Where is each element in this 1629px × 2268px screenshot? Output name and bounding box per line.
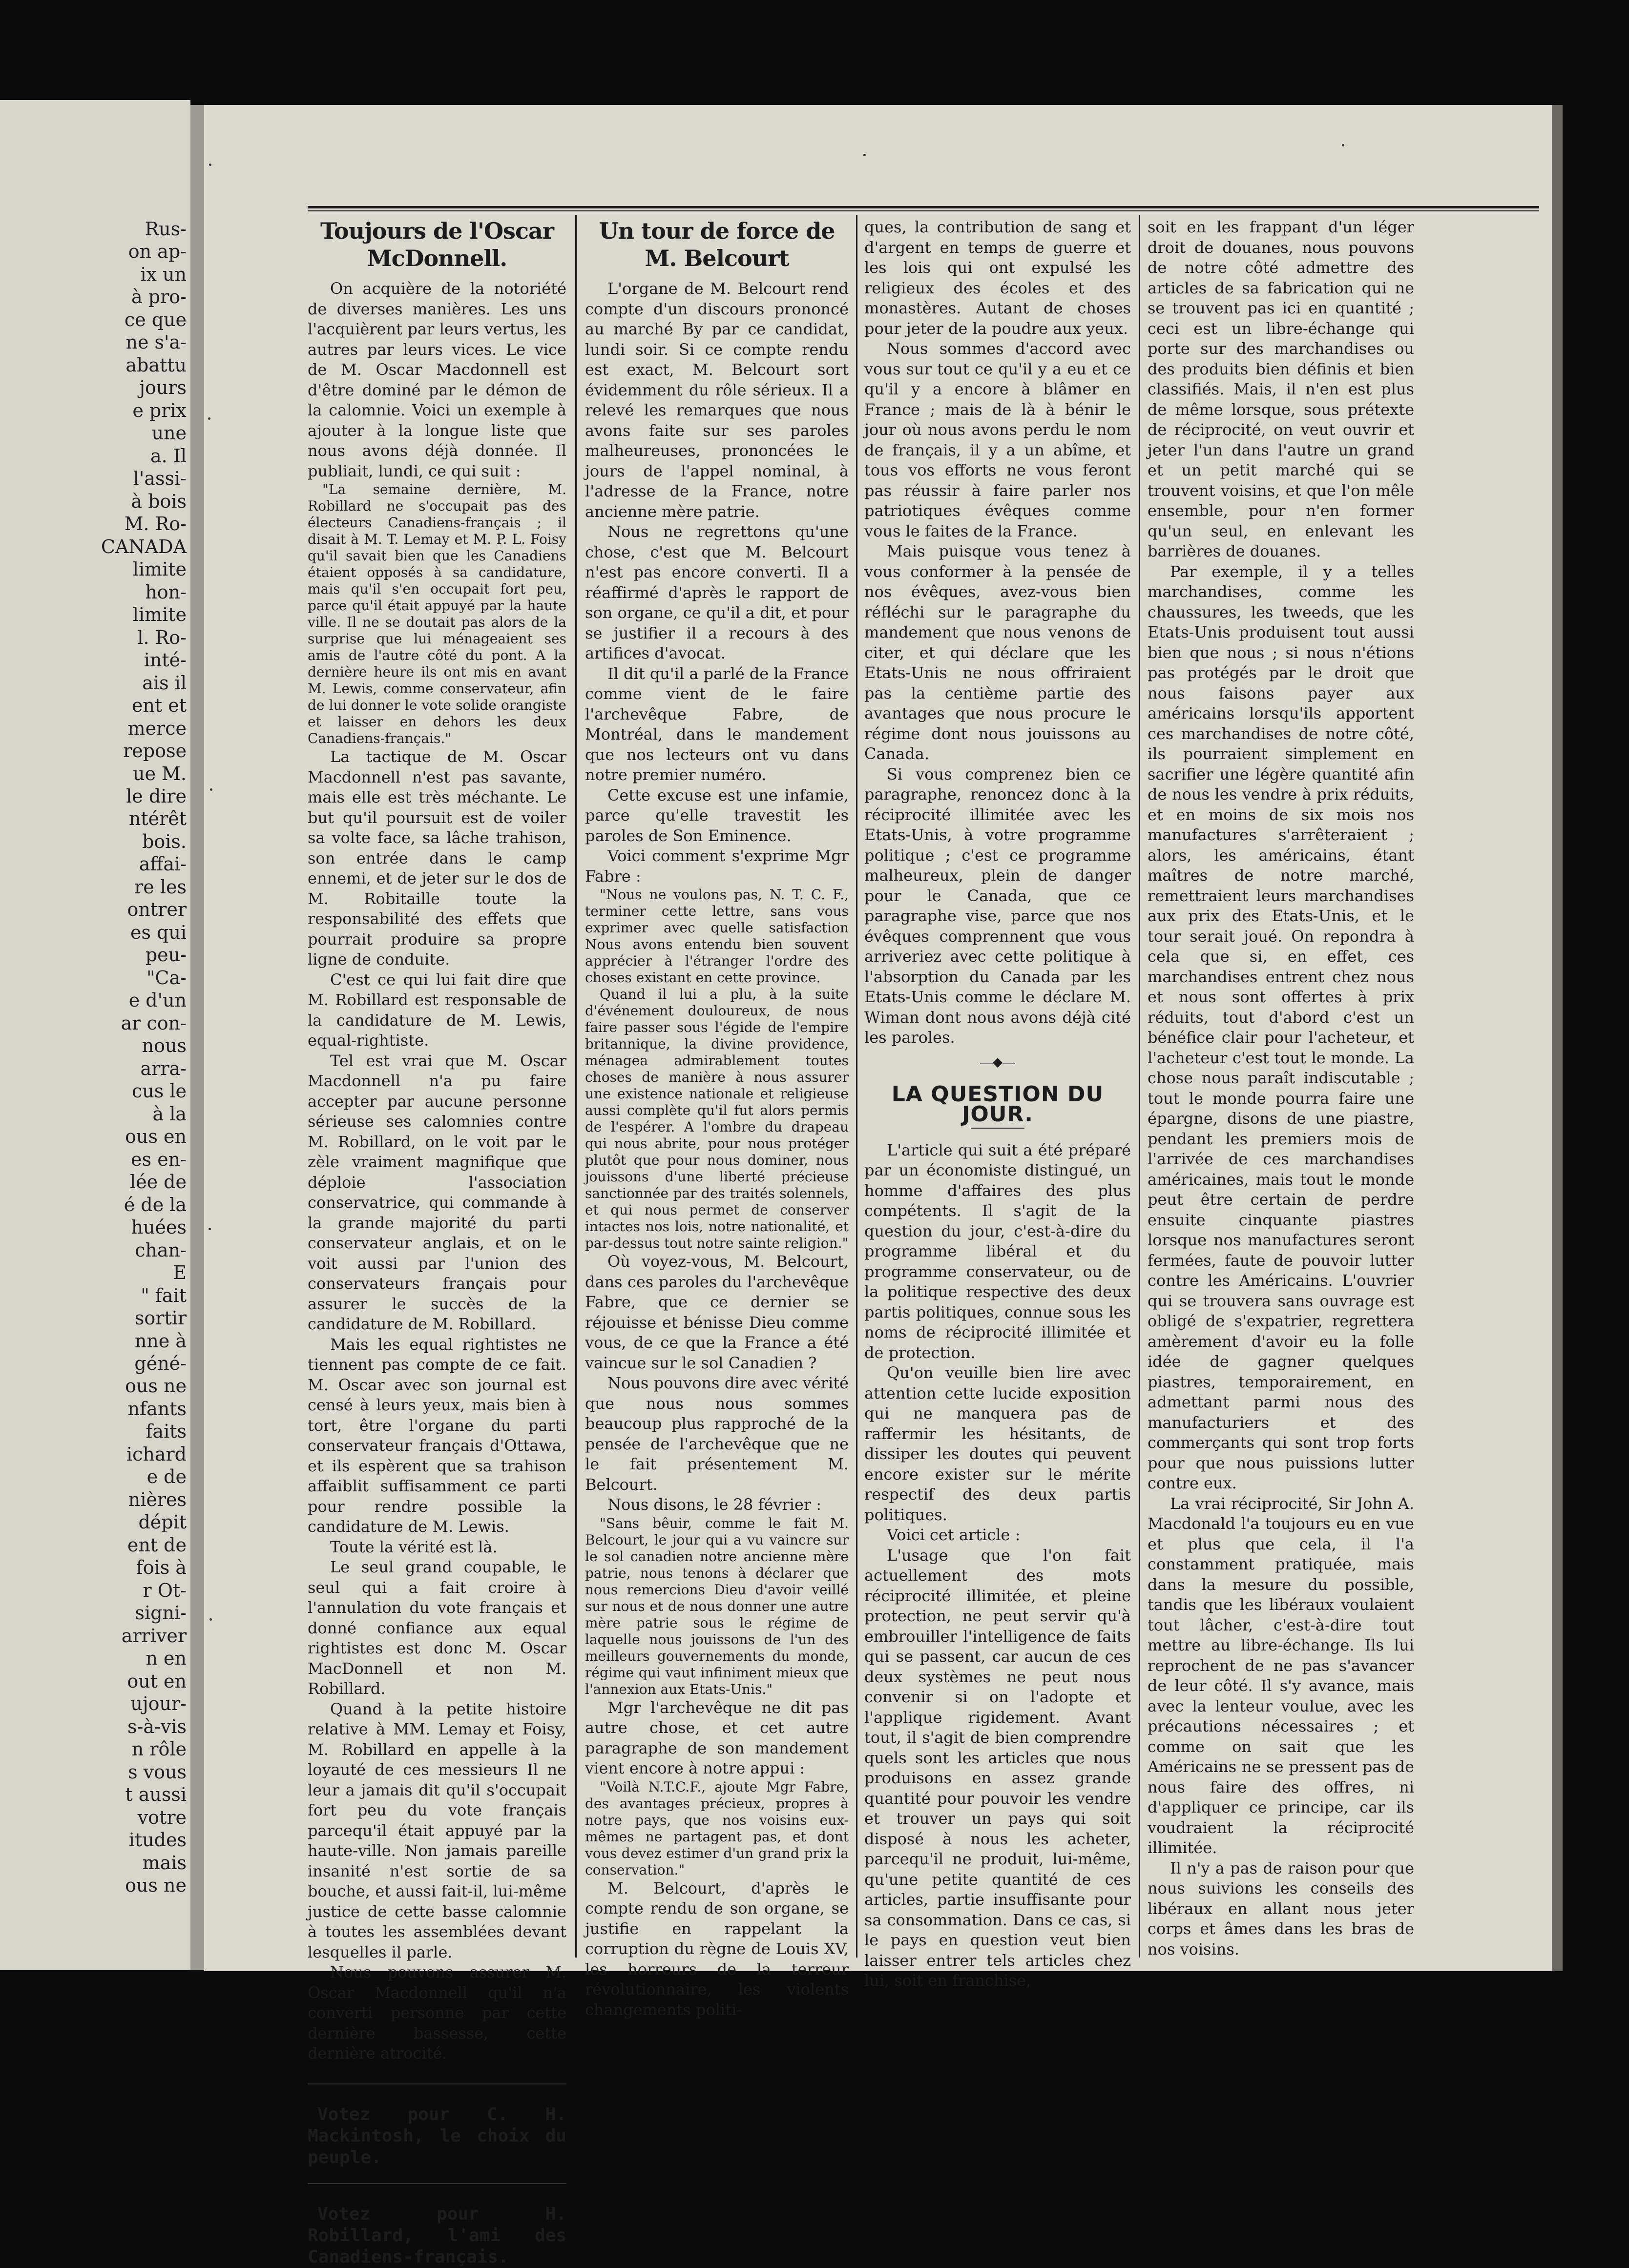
- fragment-text: une: [151, 422, 187, 444]
- paragraph: L'organe de M. Belcourt rend compte d'un discours prononcé au marché By par ce candidat, lundi soir. Si ce compte rendu est exact, M. Belcourt sort évidemment du rôle sérieux. Il a relevé les remarques que nous avons faite sur ses paroles malheureuses, prononcées le jours de l'appel nominal, à l'adresse de la France, notre ancienne mère patrie.: [585, 279, 849, 521]
- fragment-text: mais: [142, 1852, 187, 1874]
- column-rule: [575, 215, 577, 1958]
- top-rule-thin: [308, 210, 1539, 211]
- heading-underline: [971, 1128, 1024, 1129]
- fragment-text: nfants: [127, 1398, 187, 1420]
- fragment-text: ne s'a-: [125, 331, 187, 353]
- fragment-text: signi-: [135, 1602, 187, 1624]
- fragment-text: re les: [134, 876, 187, 898]
- paragraph: L'article qui suit a été préparé par un économiste distingué, un homme d'affaires des plus compétents. Il s'agit de la question du jour, c'est-à-dire du programme libéral et du programme conservateur, ou de la politique respective des deux partis politiques, connue sous les noms de réciprocité illimitée et de protection.: [864, 1140, 1131, 1362]
- fragment-text: peu-: [145, 944, 187, 966]
- paragraph: Il dit qu'il a parlé de la France comme vient de le faire l'archevêque Fabre, de Montréal, dans le mandement que nos lecteurs ont vu dans notre premier numéro.: [585, 664, 849, 784]
- fragment-text: le dire: [126, 785, 187, 807]
- paragraph: Quand à la petite histoire relative à MM. Lemay et Foisy, M. Robillard en appelle à la loyauté de ces messieurs Il ne leur a jamais dit qu'il s'occupait fort peu du vote français parcequ'il était appuyé par la haute-ville. Non jamais pareille insanité n'est sortie de sa bouche, et aussi fait-il, lui-même justice de cette basse calomnie à toutes les assemblées devant lesquelles il parle.: [308, 1699, 566, 1961]
- fragment-text: géné-: [134, 1353, 187, 1374]
- ornament-divider: ⎯⎯◆⎯⎯: [980, 1054, 1015, 1070]
- speck: [208, 417, 210, 420]
- fragment-text: t aussi: [125, 1784, 187, 1806]
- separator: [308, 2083, 566, 2084]
- fragment-text: cus le: [132, 1080, 187, 1102]
- campaign-notice: Votez pour C. H. Mackintosh, le choix du peuple.: [308, 2104, 566, 2167]
- fragment-text: e prix: [132, 399, 187, 421]
- paragraph: L'usage que l'on fait actuellement des mots réciprocité illimitée, et pleine protection, ne peut servir qu'à embrouiller l'intelligence de faits qui se passent, car aucun de ces deux systèmes ne peut nous convenir si on l'adopte et l'applique rigidement. Avant tout, il s'agit de bien comprendre quels sont les articles que nous produisons en assez grande quantité pour pouvoir les vendre et trouver un pays qui soit disposé à nous les acheter, parcequ'il ne produit, lui-même, qu'une petite quantité de ces articles, partie insuffisante pour sa consommation. Dans ce cas, si le pays en question veut bien laisser entrer tels articles chez lui, soit en franchise,: [864, 1546, 1131, 1990]
- paragraph: C'est ce qui lui fait dire que M. Robillard est responsable de la candidature de M. Lewis, equal-rightiste.: [308, 970, 566, 1050]
- fragment-text: itudes: [128, 1829, 187, 1851]
- paragraph: Si vous comprenez bien ce paragraphe, renoncez donc à la réciprocité illimitée avec les Etats-Unis, à votre programme politique ; c'est ce programme malheureux, plein de danger pour le Canada, que ce paragraphe vise, parce que nos évêques comprennent que vous arriveriez avec cette politique à l'absorption du Canada par les Etats-Unis comme le déclare M. Wiman dont nous avons déjà cité les paroles.: [864, 764, 1131, 1047]
- fragment-text: à pro-: [131, 286, 187, 308]
- speck: [209, 1228, 211, 1230]
- fragment-text: nous: [142, 1035, 187, 1057]
- fragment-text: ix un: [140, 263, 187, 285]
- quote-paragraph: Quand il lui a plu, à la suite d'événement douloureux, de nous faire passer sous l'égide de l'empire britannique, la divine providence, ménagea admirablement toutes choses de manière à nous assurer une existence nationale et religieuse aussi complète qu'il fut alors permis de l'espérer. A l'ombre du drapeau qui nous abrite, pour nous protéger plutôt que pour nous dominer, nous jouissons d'une liberté précieuse sanctionnée par des traités solennels, et qui nous permet de conserver intactes nos lois, notre nationalité, et par-dessus tout notre sainte religion.": [585, 986, 849, 1251]
- fragment-text: lée de: [129, 1171, 187, 1193]
- article-title: Toujours de l'Oscar McDonnell.: [320, 218, 554, 271]
- paragraph: Voici comment s'exprime Mgr Fabre :: [585, 846, 849, 886]
- fragment-text: ontrer: [127, 899, 187, 921]
- fragment-text: sortir: [134, 1307, 187, 1329]
- fragment-text: ntérêt: [128, 808, 187, 830]
- fragment-text: faits: [146, 1421, 187, 1443]
- fragment-text: ichard: [126, 1443, 187, 1465]
- newspaper-page: [204, 105, 1552, 2267]
- fragment-text: arriver: [121, 1625, 187, 1647]
- page-gutter: [190, 105, 205, 1970]
- paragraph: Nous pouvons dire avec vérité que nous nous sommes beaucoup plus rapproché de la pensée de l'archevêque que ne le fait présentement M. Belcourt.: [585, 1374, 849, 1494]
- previous-page-fragment: [0, 100, 190, 1970]
- paragraph: Mais puisque vous tenez à vous conformer à la pensée de nos évêques, avez-vous bien réfléchi sur le paragraphe du mandement que nous venons de citer, et qui déclare que les Etats-Unis ne nous offriraient pas la centième partie des avantages que nous procure le régime dont nous jouissons au Canada.: [864, 542, 1131, 763]
- paragraph: soit en les frappant d'un léger droit de douanes, nous pouvons de notre côté admettre des articles de sa fabrication qui ne se trouvent pas ici en quantité ; ceci est un libre-échange qui porte sur des marchandises ou des produits bien définis et bien classifiés. Mais, il n'en est plus de même lorsque, sous prétexte de réciprocité, on veut ouvrir et jeter l'un dans l'autre un grand et un petit marché qui se trouvent voisins, et que l'on mêle ensemble, pour n'en former qu'un seul, en enlevant les barrières de douanes.: [1148, 218, 1414, 560]
- paragraph: Par exemple, il y a telles marchandises, comme les chaussures, les tweeds, que les Etats-Unis produisent tout aussi bien que nous ; si nous n'étions pas protégés par le droit que nous faisons payer aux américains lorsqu'ils apportent ces marchandises de notre côté, ils pourraient simplement en sacrifier une légère quantité afin de nous les vendre à prix réduits, et en moins de six mois nos manufactures s'arrêteraient ; alors, les américains, étant maîtres de notre marché, remettraient leurs marchandises aux prix des Etats-Unis, et le tour serait joué. On repondra à cela que si, en effet, ces marchandises entrent chez nous et nous sont offertes à prix réduits, tout d'abord c'est un bénéfice clair pour l'acheteur, et l'acheteur c'est tout le monde. La chose nous paraît indiscutable ; tout le monde pourra faire une épargne, disons de une piastre, pendant les premiers mois de l'arrivée de ces marchandises américaines, mais tout le monde peut être certain de perdre ensuite cinquante piastres lorsque nos manufactures seront fermées, faute de pouvoir lutter contre les Américains. L'ouvrier qui se trouvera sans ouvrage est obligé de s'expatrier, regrettera amèrement d'avoir eu la folle idée de gagner quelques piastres, temporairement, en admettant parmi nous des manufacturiers et des commerçants qui sont trop forts pour que nous puissions lutter contre eux.: [1148, 562, 1414, 1492]
- fragment-text: on ap-: [128, 241, 187, 263]
- paragraph: Nous sommes d'accord avec vous sur tout ce qu'il y a eu et ce qu'il y a encore à blâmer en France ; mais de là à bénir le jour où nous avons perdu le nom de français, il y a un abîme, et tous vos efforts ne vous feront pas réussir à faire parler nos patriotiques évêques comme vous le faites de la France.: [864, 339, 1131, 540]
- fragment-text: r Ot-: [143, 1579, 187, 1601]
- fragment-text: ce que: [124, 309, 187, 330]
- fragment-text: a. Il: [150, 445, 187, 467]
- paragraph: Il n'y a pas de raison pour que nous suivions les conseils des libéraux en allant nous jeter corps et âmes dans les bras de nos voisins.: [1148, 1858, 1414, 1959]
- paragraph: Mgr l'archevêque ne dit pas autre chose, et cet autre paragraphe de son mandement vient encore à notre appui :: [585, 1698, 849, 1777]
- fragment-text: ent et: [131, 695, 187, 717]
- fragment-text: à bois: [131, 490, 187, 512]
- fragment-text: repose: [123, 740, 187, 762]
- fragment-text: n en: [146, 1648, 187, 1670]
- fragment-text: ous ne: [125, 1875, 187, 1897]
- article-title: Un tour de force de M. Belcourt: [599, 218, 835, 271]
- fragment-text: "Ca-: [146, 967, 187, 989]
- top-rule: [308, 206, 1539, 208]
- column-3: [864, 217, 1131, 1990]
- fragment-text: e de: [146, 1466, 187, 1488]
- paragraph: Nous ne regrettons qu'une chose, c'est que M. Belcourt n'est pas encore converti. Il a réaffirmé d'après le rapport de son organe, ce qu'il a dit, et pour se justifier il a recours à des artifices d'avocat.: [585, 522, 849, 662]
- paragraph: Qu'on veuille bien lire avec attention cette lucide exposition qui ne manquera pas de raffermir les hésitants, de dissiper les doutes qui peuvent encore exister sur le mérite respectif des deux partis politiques.: [864, 1363, 1131, 1524]
- fragment-text: out en: [127, 1670, 187, 1692]
- fragment-text: Rus-: [145, 218, 187, 240]
- column-4: [1148, 217, 1414, 1959]
- fragment-text: CANADA: [101, 536, 187, 557]
- fragment-text: chan-: [135, 1239, 187, 1261]
- paragraph: Le seul grand coupable, le seul qui a fait croire à l'annulation du vote français et donné confiance aux equal rightistes est donc M. Oscar MacDonnell et non M. Robillard.: [308, 1558, 566, 1698]
- fragment-text: ent de: [127, 1534, 187, 1556]
- fragment-text: nières: [128, 1488, 187, 1510]
- paragraph: Voici cet article :: [887, 1526, 1021, 1544]
- fragment-text: s vous: [128, 1761, 187, 1783]
- paragraph: La tactique de M. Oscar Macdonnell n'est pas savante, mais elle est très méchante. Le but qu'il poursuit est de voiler sa volte face, sa lâche trahison, son entrée dans le camp ennemi, et de jeter sur le dos de M. Robitaille toute la responsabilité des effets que pourrait produire sa propre ligne de conduite.: [308, 747, 566, 969]
- fragment-text: M. Ro-: [124, 513, 187, 535]
- fragment-text: ous ne: [125, 1375, 187, 1397]
- fragment-text: votre: [137, 1806, 187, 1828]
- speck: [209, 1618, 212, 1621]
- separator: [308, 2183, 566, 2184]
- page-edge-shadow: [1552, 105, 1563, 1971]
- fragment-text: hon-: [145, 581, 187, 603]
- column-rule: [1139, 215, 1140, 1958]
- fragment-text: inté-: [144, 649, 187, 671]
- fragment-text: merce: [127, 717, 187, 739]
- fragment-text: ous en: [125, 1126, 187, 1148]
- fragment-text: " fait: [141, 1284, 187, 1306]
- fragment-text: es qui: [130, 921, 187, 943]
- paragraph: Tel est vrai que M. Oscar Macdonnell n'a pu faire accepter par aucune personne sérieuse ses calomnies contre M. Robillard, on le voit par le zèle vraiment magnifique que déploie l'association conservatrice, qui commande à la grande majorité du parti conservateur anglais, et on le voit aussi par l'union des conservateurs français pour assurer le succès de la candidature de M. Robillard.: [308, 1051, 566, 1333]
- fragment-text: ue M.: [132, 763, 187, 784]
- paragraph: M. Belcourt, d'après le compte rendu de son organe, se justifie en rappelant la corruption du règne de Louis XV, les horreurs de la terreur révolutionnaire, les violents changements politi-: [585, 1878, 849, 2019]
- column-rule: [856, 215, 857, 1958]
- paragraph: La vrai réciprocité, Sir John A. Macdonald l'a toujours eu en vue et plus que cela, il l'a constamment pratiquée, mais dans la mesure du possible, tandis que les libéraux voulaient tout lâcher, c'est-à-dire tout mettre au libre-échange. Ils lui reprochent de ne pas s'avancer de leur côté. Il s'y avance, mais avec la lenteur voulue, avec les précautions nécessaires ; et comme on sait que les Américains ne se pressent pas de nous faire des offres, ni d'appliquer ce principe, car ils voudraient la réciprocité illimitée.: [1148, 1494, 1414, 1857]
- paragraph: Nous disons, le 28 février :: [607, 1495, 822, 1514]
- paragraph: On acquière de la notoriété de diverses manières. Les uns l'acquièrent par leurs vertus, les autres par leurs vices. Le vice de M. Oscar Macdonnell est d'être dominé par le démon de la calomnie. Voici un exemple à ajouter à la longue liste que nous avons déjà donnée. Il publiait, lundi, ce qui suit :: [308, 279, 566, 480]
- fragment-text: limite: [132, 558, 187, 580]
- fragment-text: ar con-: [121, 1012, 187, 1034]
- paragraph: Cette excuse est une infamie, parce qu'elle travestit les paroles de Son Eminence.: [585, 785, 849, 845]
- section-heading: LA QUESTION DU JOUR.: [891, 1081, 1104, 1127]
- column-1: [308, 217, 566, 2267]
- fragment-text: l. Ro-: [137, 626, 187, 648]
- fragment-text: limite: [132, 604, 187, 626]
- fragment-text: nne à: [134, 1330, 187, 1352]
- paragraph: Mais les equal rightistes ne tiennent pas compte de ce fait. M. Oscar avec son journal est censé à leurs yeux, mais bien à tort, être l'organe du parti conservateur français d'Ottawa, et ils espèrent que sa trahison affaiblit suffisamment ce parti pour rendre possible la candidature de M. Lewis.: [308, 1335, 566, 1536]
- fragment-text: ujour-: [130, 1693, 187, 1715]
- quote-paragraph: "Voilà N.T.C.F., ajoute Mgr Fabre, des avantages précieux, propres à notre pays, que nos voisins eux-mêmes ne partagent pas, et dont vous devez estimer d'un grand prix la conservation.": [585, 1778, 849, 1878]
- fragment-text: ais il: [142, 672, 187, 694]
- paragraph: ques, la contribution de sang et d'argent en temps de guerre et les lois qui ont expulsé les religieux des écoles et des monastères. Autant de choses pour jeter de la poudre aux yeux.: [864, 218, 1131, 338]
- fragment-text: dépit: [138, 1511, 187, 1533]
- speck: [209, 164, 211, 166]
- fragment-text: l'assi-: [133, 468, 187, 490]
- fragment-text: bois.: [142, 830, 187, 852]
- fragment-text: affai-: [139, 853, 187, 875]
- paragraph: Nous pouvons assurer M. Oscar Macdonnell qu'il n'a converti personne par cette dernière bassesse, cette dernière atrocité.: [308, 1963, 566, 2062]
- fragment-text: abattu: [125, 354, 187, 376]
- speck: [210, 788, 212, 791]
- fragment-text: E: [173, 1262, 187, 1284]
- fragment-text: e d'un: [128, 990, 187, 1011]
- fragment-text: fois à: [136, 1557, 187, 1579]
- quote-paragraph: "La semaine dernière, M. Robillard ne s'occupait pas des électeurs Canadiens-français ; il disait à M. T. Lemay et M. P. L. Foisy qu'il savait bien que les Canadiens étaient opposés à sa candidature, mais qu'il s'en occupait fort peu, parce qu'il était appuyé par la haute ville. Il ne se doutait pas alors de la surprise que lui ménageaient ses amis de l'autre côté du pont. A la dernière heure ils ont mis en avant M. Lewis, comme conservateur, afin de lui donner le vote solide orangiste et laisser en dehors les deux Canadiens-français.": [308, 481, 566, 746]
- fragment-text: n rôle: [131, 1738, 187, 1760]
- speck: [1342, 144, 1344, 146]
- fragment-text: huées: [131, 1216, 187, 1238]
- fragment-text: arra-: [140, 1057, 187, 1079]
- column-2: [585, 217, 849, 2019]
- quote-paragraph: "Sans bêuir, comme le fait M. Belcourt, le jour qui a vu vaincre sur le sol canadien notre ancienne mère patrie, nous tenons à déclarer que nous remercions Dieu d'avoir veillé sur nous et de nous donner une autre mère patrie sous le régime de laquelle nous jouissons de l'un des meilleurs gouvernements du monde, régime qui vaut infiniment mieux que l'annexion aux Etats-Unis.": [585, 1515, 849, 1697]
- paragraph: Toute la vérité est là.: [330, 1537, 498, 1556]
- fragment-text: s-à-vis: [127, 1715, 187, 1737]
- quote-paragraph: "Nous ne voulons pas, N. T. C. F., terminer cette lettre, sans vous exprimer avec quelle satisfaction Nous avons entendu bien souvent apprécier à l'étranger l'ordre des choses existant en cette province.: [585, 887, 849, 986]
- fragment-text: à la: [152, 1103, 187, 1125]
- paragraph: Où voyez-vous, M. Belcourt, dans ces paroles du l'archevêque Fabre, que ce dernier se réjouisse et bénisse Dieu comme vous, de ce que la France a été vaincue sur le sol Canadien ?: [585, 1252, 849, 1372]
- campaign-notice: Votez pour H. Robillard, l'ami des Canadiens-français.: [308, 2204, 566, 2267]
- fragment-text: jours: [139, 377, 187, 399]
- fragment-text: é de la: [124, 1194, 187, 1216]
- speck: [863, 154, 866, 156]
- fragment-text: es en-: [131, 1148, 187, 1170]
